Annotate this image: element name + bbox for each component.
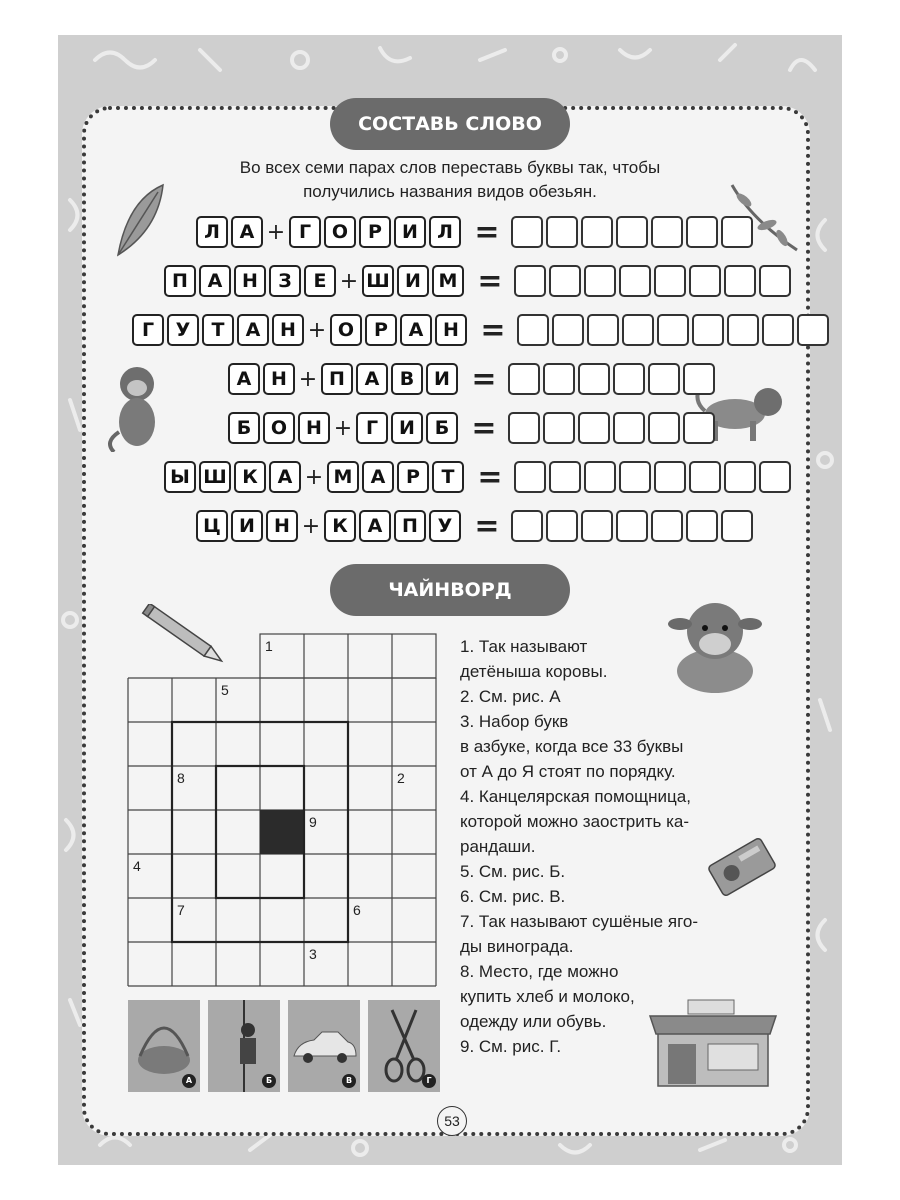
letter-tile: Б [426,412,458,444]
letter-tile: И [231,510,263,542]
shop-icon [648,996,778,1090]
clue-line: 4. Канцелярская помощница, [460,787,691,806]
clue-line: 1. Так называют [460,637,588,656]
clue-line: детёныша коровы. [460,662,608,681]
letter-tile: У [167,314,199,346]
letter-tile: Н [234,265,266,297]
clue-line: 5. См. рис. Б. [460,862,566,881]
clue-line: которой можно заострить ка- [460,812,690,831]
letter-tile: И [426,363,458,395]
letter-tile: А [269,461,301,493]
letter-tile: Р [397,461,429,493]
equals-sign: = [471,410,497,446]
grid-number-4: 4 [133,858,141,874]
letter-tile: О [330,314,362,346]
letter-tile: Т [202,314,234,346]
plus-sign: + [298,366,318,392]
letter-tile: А [199,265,231,297]
picture-d [368,1000,440,1092]
letter-tile: Н [435,314,467,346]
clue-line: купить хлеб и молоко, [460,987,635,1006]
plus-sign: + [307,317,327,343]
letter-tile: П [394,510,426,542]
letter-tile: А [231,216,263,248]
letter-tile: Е [304,265,336,297]
black-cell [260,810,304,854]
plus-sign: + [301,513,321,539]
equals-sign: = [477,459,503,495]
letter-tile: И [391,412,423,444]
grid-number-9: 9 [309,814,317,830]
letter-tile: Н [266,510,298,542]
clue-line: 2. См. рис. А [460,687,561,706]
equals-sign: = [480,312,506,348]
clue-line: 6. См. рис. В. [460,887,566,906]
letter-tile: К [324,510,356,542]
equals-sign: = [477,263,503,299]
letter-tile: Ш [362,265,394,297]
picture-letter: Г [422,1074,436,1088]
section-title-compose-word: СОСТАВЬ СЛОВО [330,98,570,150]
letter-tile: Г [289,216,321,248]
plus-sign: + [266,219,286,245]
picture-letter: Б [262,1074,276,1088]
letter-tile: А [362,461,394,493]
equals-sign: = [474,214,500,250]
picture-letter: А [182,1074,196,1088]
letter-tile: П [321,363,353,395]
clue-line: 9. См. рис. Г. [460,1037,562,1056]
letter-tile: И [397,265,429,297]
grid-number-8: 8 [177,770,185,786]
letter-tile: Ш [199,461,231,493]
letter-tile: Р [365,314,397,346]
letter-tile: И [394,216,426,248]
letter-tile: Л [196,216,228,248]
letter-tile: А [237,314,269,346]
clue-line: одежду или обувь. [460,1012,607,1031]
letter-tile: Б [228,412,260,444]
letter-tile: М [327,461,359,493]
letter-tile: М [432,265,464,297]
clue-line: 3. Набор букв [460,712,569,731]
letter-tile: Г [356,412,388,444]
grid-number-7: 7 [177,902,185,918]
picture-a [128,1000,200,1092]
grid-number-5: 5 [221,682,229,698]
clue-line: 8. Место, где можно [460,962,619,981]
picture-c [288,1000,360,1092]
plus-sign: + [304,464,324,490]
letter-tile: З [269,265,301,297]
plus-sign: + [339,268,359,294]
letter-tile: А [359,510,391,542]
clue-line: 7. Так называют сушёные яго- [460,912,699,931]
letter-tile: А [228,363,260,395]
grid-number-3: 3 [309,946,317,962]
plus-sign: + [333,415,353,441]
letter-tile: К [234,461,266,493]
letter-tile: Т [432,461,464,493]
letter-tile: О [263,412,295,444]
page-number: 53 [437,1106,467,1136]
instruction-line-1: Во всех семи парах слов переставь буквы так, чтобы [239,158,661,177]
letter-tile: Ы [164,461,196,493]
picture-b [208,1000,280,1092]
grid-number-6: 6 [353,902,361,918]
letter-tile: Р [359,216,391,248]
clue-line: в азбуке, когда все 33 буквы [460,737,684,756]
equals-sign: = [471,361,497,397]
letter-tile: Ц [196,510,228,542]
clue-line: ды винограда. [460,937,574,956]
letter-tile: П [164,265,196,297]
letter-tile: Н [263,363,295,395]
clue-line: от А до Я стоят по порядку. [460,762,676,781]
section-title-chainword: ЧАЙНВОРД [330,564,570,616]
letter-tile: А [356,363,388,395]
grid-number-1: 1 [265,638,273,654]
clue-line: рандаши. [460,837,536,856]
letter-tile: Л [429,216,461,248]
calf-icon [660,586,775,701]
letter-tile: А [400,314,432,346]
instruction-line-2: получились названия видов обезьян. [303,182,597,201]
letter-tile: Г [132,314,164,346]
equals-sign: = [474,508,500,544]
letter-tile: О [324,216,356,248]
letter-tile: В [391,363,423,395]
letter-tile: Н [272,314,304,346]
grid-number-2: 2 [397,770,405,786]
letter-tile: У [429,510,461,542]
picture-letter: В [342,1074,356,1088]
sharpener-icon [702,832,782,902]
letter-tile: Н [298,412,330,444]
